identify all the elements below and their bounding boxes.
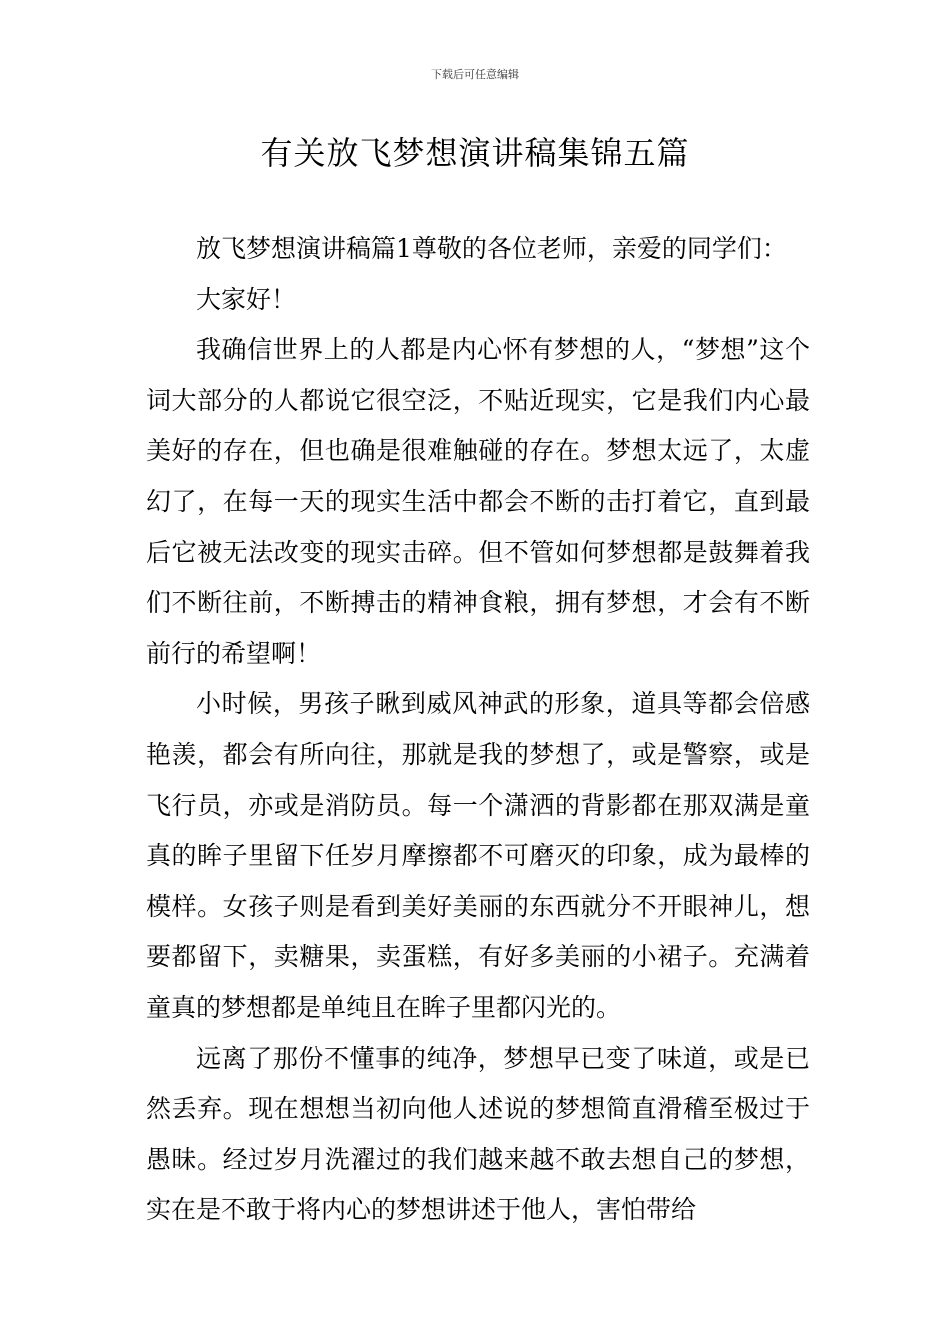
- paragraph: 小时候，男孩子瞅到威风神武的形象，道具等都会倍感艳羡，都会有所向往，那就是我的梦想了，或是警察，或是飞行员，亦或是消防员。每一个潇洒的背影都在那双满是童真的眸子里留下任岁月摩擦都不可磨灭的印象，成为最棒的模样。女孩子则是看到美好美丽的东西就分不开眼神儿，想要都留下，卖糖果，卖蛋糕，有好多美丽的小裙子。充满着童真的梦想都是单纯且在眸子里都闪光的。: [146, 689, 810, 1022]
- paragraph: 放飞梦想演讲稿篇1尊敬的各位老师，亲爱的同学们：: [196, 234, 787, 263]
- document-body: [146, 224, 810, 1236]
- paragraph: 远离了那份不懂事的纯净，梦想早已变了味道，或是已然丢弃。现在想想当初向他人述说的梦想简直滑稽至极过于愚昧。经过岁月洗濯过的我们越来越不敢去想自己的梦想，实在是不敢于将内心的梦想讲述于他人，害怕带给: [146, 1043, 810, 1225]
- header-note: 下载后可任意编辑: [431, 68, 519, 81]
- paragraph: 我确信世界上的人都是内心怀有梦想的人，“梦想”这个词大部分的人都说它很空泛，不贴近现实，它是我们内心最美好的存在，但也确是很难触碰的存在。梦想太远了，太虚幻了，在每一天的现实生活中都会不断的击打着它，直到最后它被无法改变的现实击碎。但不管如何梦想都是鼓舞着我们不断往前，不断搏击的精神食粮，拥有梦想，才会有不断前行的希望啊！: [146, 335, 810, 668]
- document-title: 有关放飞梦想演讲稿集锦五篇: [260, 134, 690, 172]
- paragraph: 大家好！: [196, 284, 297, 314]
